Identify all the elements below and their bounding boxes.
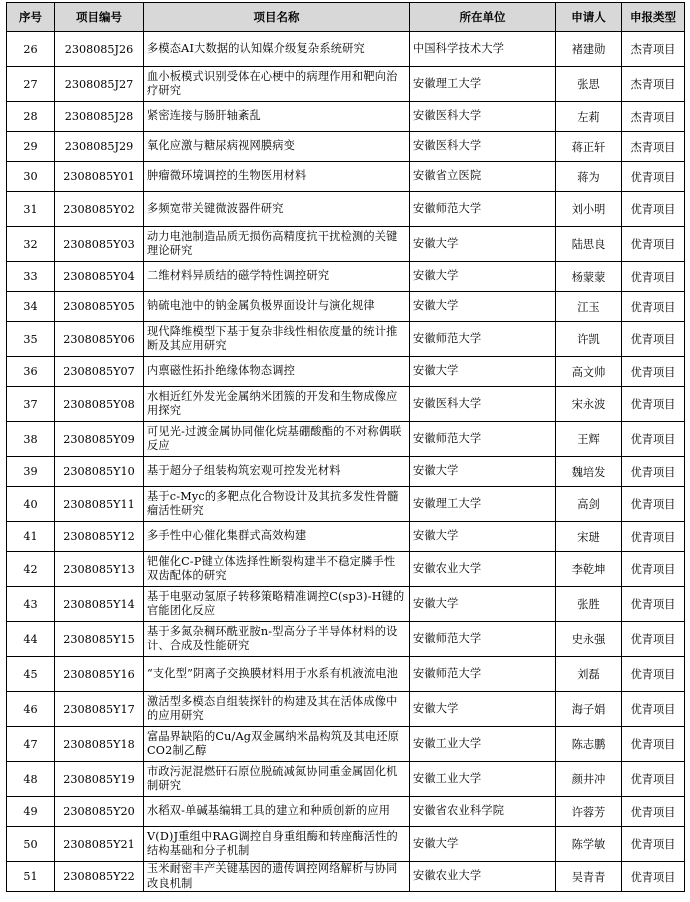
cell-type: 杰青项目 — [622, 132, 685, 162]
cell-unit: 安徽省立医院 — [410, 162, 556, 192]
cell-no: 35 — [7, 322, 55, 357]
header-type: 申报类型 — [622, 3, 685, 32]
cell-project-code: 2308085Y17 — [55, 692, 144, 727]
cell-project-name: 氧化应激与糖尿病视网膜病变 — [144, 132, 410, 162]
cell-applicant: 蒋为 — [556, 162, 622, 192]
project-table — [6, 2, 685, 892]
cell-applicant: 高文帅 — [556, 357, 622, 387]
cell-applicant: 许蓉芳 — [556, 797, 622, 827]
cell-type: 优青项目 — [622, 727, 685, 762]
cell-project-code: 2308085Y13 — [55, 552, 144, 587]
cell-project-name: “支化型”阴离子交换膜材料用于水系有机液流电池 — [144, 657, 410, 692]
cell-applicant: 左莉 — [556, 102, 622, 132]
cell-unit: 安徽理工大学 — [410, 67, 556, 102]
table-row — [7, 227, 685, 262]
table-row — [7, 727, 685, 762]
cell-project-name: 基于多氮杂稠环酰亚胺n-型高分子半导体材料的设计、合成及性能研究 — [144, 622, 410, 657]
cell-type: 优青项目 — [622, 262, 685, 292]
cell-unit: 安徽理工大学 — [410, 487, 556, 522]
cell-applicant: 陈学敏 — [556, 827, 622, 862]
cell-applicant: 张思 — [556, 67, 622, 102]
cell-project-name: 富晶界缺陷的Cu/Ag双金属纳米晶构筑及其电还原CO2制乙醇 — [144, 727, 410, 762]
cell-applicant: 江玉 — [556, 292, 622, 322]
cell-unit: 安徽大学 — [410, 522, 556, 552]
table-row — [7, 862, 685, 892]
cell-unit: 安徽师范大学 — [410, 192, 556, 227]
cell-no: 46 — [7, 692, 55, 727]
cell-project-code: 2308085Y21 — [55, 827, 144, 862]
cell-unit: 安徽大学 — [410, 292, 556, 322]
cell-applicant: 刘小明 — [556, 192, 622, 227]
cell-unit: 安徽农业大学 — [410, 552, 556, 587]
cell-applicant: 张胜 — [556, 587, 622, 622]
cell-unit: 安徽工业大学 — [410, 762, 556, 797]
cell-project-code: 2308085Y07 — [55, 357, 144, 387]
header-applicant: 申请人 — [556, 3, 622, 32]
cell-type: 优青项目 — [622, 227, 685, 262]
cell-project-name: 水稻双-单碱基编辑工具的建立和种质创新的应用 — [144, 797, 410, 827]
cell-type: 优青项目 — [622, 827, 685, 862]
table-row — [7, 262, 685, 292]
cell-no: 39 — [7, 457, 55, 487]
table-row — [7, 422, 685, 457]
table-row — [7, 657, 685, 692]
cell-project-name: 基于超分子组装构筑宏观可控发光材料 — [144, 457, 410, 487]
cell-project-code: 2308085J27 — [55, 67, 144, 102]
cell-unit: 安徽师范大学 — [410, 622, 556, 657]
header-name: 项目名称 — [144, 3, 410, 32]
cell-project-code: 2308085Y03 — [55, 227, 144, 262]
cell-project-code: 2308085Y22 — [55, 862, 144, 892]
table-row — [7, 322, 685, 357]
cell-no: 47 — [7, 727, 55, 762]
header-row — [7, 3, 685, 32]
table-row — [7, 162, 685, 192]
cell-no: 42 — [7, 552, 55, 587]
cell-no: 36 — [7, 357, 55, 387]
cell-unit: 安徽医科大学 — [410, 102, 556, 132]
cell-applicant: 蒋正轩 — [556, 132, 622, 162]
table-row — [7, 192, 685, 227]
table-row — [7, 132, 685, 162]
cell-project-name: 肿瘤微环境调控的生物医用材料 — [144, 162, 410, 192]
cell-project-name: 内禀磁性拓扑绝缘体物态调控 — [144, 357, 410, 387]
cell-project-code: 2308085Y14 — [55, 587, 144, 622]
cell-project-code: 2308085J28 — [55, 102, 144, 132]
cell-applicant: 宋琎 — [556, 522, 622, 552]
cell-no: 37 — [7, 387, 55, 422]
cell-applicant: 魏培发 — [556, 457, 622, 487]
cell-unit: 安徽大学 — [410, 262, 556, 292]
cell-unit: 安徽省农业科学院 — [410, 797, 556, 827]
cell-project-code: 2308085Y02 — [55, 192, 144, 227]
cell-type: 优青项目 — [622, 862, 685, 892]
cell-project-name: 基于c-Myc的多靶点化合物设计及其抗多发性骨髓瘤活性研究 — [144, 487, 410, 522]
cell-project-code: 2308085J29 — [55, 132, 144, 162]
cell-unit: 安徽师范大学 — [410, 657, 556, 692]
cell-project-code: 2308085Y11 — [55, 487, 144, 522]
cell-applicant: 刘磊 — [556, 657, 622, 692]
cell-no: 29 — [7, 132, 55, 162]
cell-applicant: 李乾坤 — [556, 552, 622, 587]
cell-unit: 安徽大学 — [410, 357, 556, 387]
cell-type: 优青项目 — [622, 522, 685, 552]
cell-unit: 安徽大学 — [410, 827, 556, 862]
cell-project-code: 2308085Y20 — [55, 797, 144, 827]
cell-project-name: 市政污泥混燃矸石原位脱硫减氮协同重金属固化机制研究 — [144, 762, 410, 797]
table-row — [7, 102, 685, 132]
cell-applicant: 陆思良 — [556, 227, 622, 262]
table-row — [7, 692, 685, 727]
cell-type: 优青项目 — [622, 387, 685, 422]
cell-project-code: 2308085Y19 — [55, 762, 144, 797]
cell-no: 26 — [7, 32, 55, 67]
cell-project-code: 2308085Y16 — [55, 657, 144, 692]
cell-applicant: 史永强 — [556, 622, 622, 657]
cell-unit: 安徽大学 — [410, 587, 556, 622]
cell-type: 优青项目 — [622, 487, 685, 522]
cell-no: 30 — [7, 162, 55, 192]
table-row — [7, 797, 685, 827]
table-row — [7, 67, 685, 102]
cell-type: 优青项目 — [622, 457, 685, 487]
cell-applicant: 王辉 — [556, 422, 622, 457]
table-row — [7, 292, 685, 322]
cell-applicant: 吴青青 — [556, 862, 622, 892]
cell-type: 优青项目 — [622, 692, 685, 727]
cell-no: 28 — [7, 102, 55, 132]
cell-no: 31 — [7, 192, 55, 227]
cell-project-code: 2308085Y12 — [55, 522, 144, 552]
cell-no: 44 — [7, 622, 55, 657]
cell-unit: 安徽大学 — [410, 227, 556, 262]
cell-project-name: 动力电池制造品质无损伤高精度抗干扰检测的关键理论研究 — [144, 227, 410, 262]
cell-no: 38 — [7, 422, 55, 457]
cell-type: 杰青项目 — [622, 67, 685, 102]
cell-no: 40 — [7, 487, 55, 522]
cell-type: 优青项目 — [622, 292, 685, 322]
table-body — [7, 32, 685, 892]
header-code: 项目编号 — [55, 3, 144, 32]
cell-type: 优青项目 — [622, 552, 685, 587]
cell-unit: 中国科学技术大学 — [410, 32, 556, 67]
cell-type: 优青项目 — [622, 162, 685, 192]
cell-no: 34 — [7, 292, 55, 322]
cell-project-name: 可见光-过渡金属协同催化烷基硼酸酯的不对称偶联反应 — [144, 422, 410, 457]
cell-project-name: 二维材料异质结的磁学特性调控研究 — [144, 262, 410, 292]
cell-applicant: 陈志鹏 — [556, 727, 622, 762]
cell-unit: 安徽师范大学 — [410, 422, 556, 457]
cell-unit: 安徽师范大学 — [410, 322, 556, 357]
cell-type: 优青项目 — [622, 422, 685, 457]
cell-no: 45 — [7, 657, 55, 692]
cell-no: 32 — [7, 227, 55, 262]
cell-no: 33 — [7, 262, 55, 292]
cell-type: 杰青项目 — [622, 102, 685, 132]
cell-project-name: 基于电驱动氢原子转移策略精准调控C(sp3)-H键的官能团化反应 — [144, 587, 410, 622]
table-row — [7, 622, 685, 657]
cell-project-name: 钯催化C-P键立体选择性断裂构建半不稳定膦手性双齿配体的研究 — [144, 552, 410, 587]
cell-project-code: 2308085Y08 — [55, 387, 144, 422]
cell-no: 49 — [7, 797, 55, 827]
cell-no: 50 — [7, 827, 55, 862]
cell-project-code: 2308085Y01 — [55, 162, 144, 192]
table-row — [7, 357, 685, 387]
table-row — [7, 827, 685, 862]
cell-applicant: 颜井冲 — [556, 762, 622, 797]
cell-applicant: 海子娟 — [556, 692, 622, 727]
cell-project-name: 激活型多模态自组装探针的构建及其在活体成像中的应用研究 — [144, 692, 410, 727]
cell-project-code: 2308085Y05 — [55, 292, 144, 322]
cell-applicant: 许凯 — [556, 322, 622, 357]
cell-no: 51 — [7, 862, 55, 892]
table-row — [7, 32, 685, 67]
cell-applicant: 宋永波 — [556, 387, 622, 422]
cell-type: 优青项目 — [622, 622, 685, 657]
cell-project-code: 2308085Y04 — [55, 262, 144, 292]
cell-type: 优青项目 — [622, 797, 685, 827]
cell-type: 优青项目 — [622, 192, 685, 227]
header-unit: 所在单位 — [410, 3, 556, 32]
cell-no: 27 — [7, 67, 55, 102]
cell-applicant: 褚建勋 — [556, 32, 622, 67]
cell-unit: 安徽工业大学 — [410, 727, 556, 762]
cell-project-code: 2308085Y09 — [55, 422, 144, 457]
cell-unit: 安徽大学 — [410, 457, 556, 487]
cell-type: 优青项目 — [622, 357, 685, 387]
table-row — [7, 487, 685, 522]
cell-applicant: 杨蒙蒙 — [556, 262, 622, 292]
cell-project-name: 血小板模式识别受体在心梗中的病理作用和靶向治疗研究 — [144, 67, 410, 102]
cell-project-name: 多频宽带关键微波器件研究 — [144, 192, 410, 227]
cell-no: 48 — [7, 762, 55, 797]
cell-type: 杰青项目 — [622, 32, 685, 67]
cell-project-code: 2308085J26 — [55, 32, 144, 67]
cell-unit: 安徽医科大学 — [410, 132, 556, 162]
cell-project-name: 多手性中心催化集群式高效构建 — [144, 522, 410, 552]
cell-project-code: 2308085Y18 — [55, 727, 144, 762]
table-row — [7, 387, 685, 422]
cell-applicant: 高剑 — [556, 487, 622, 522]
cell-no: 43 — [7, 587, 55, 622]
cell-project-name: 多模态AI大数据的认知媒介级复杂系统研究 — [144, 32, 410, 67]
cell-unit: 安徽医科大学 — [410, 387, 556, 422]
table-row — [7, 552, 685, 587]
header-no: 序号 — [7, 3, 55, 32]
table-row — [7, 762, 685, 797]
cell-no: 41 — [7, 522, 55, 552]
cell-project-name: 玉米耐密丰产关键基因的遗传调控网络解析与协同改良机制 — [144, 862, 410, 892]
cell-project-name: 现代降维模型下基于复杂非线性相依度量的统计推断及其应用研究 — [144, 322, 410, 357]
cell-project-code: 2308085Y15 — [55, 622, 144, 657]
cell-project-name: 水相近红外发光金属纳米团簇的开发和生物成像应用探究 — [144, 387, 410, 422]
cell-type: 优青项目 — [622, 657, 685, 692]
cell-project-code: 2308085Y06 — [55, 322, 144, 357]
cell-type: 优青项目 — [622, 587, 685, 622]
cell-project-name: 紧密连接与肠肝轴紊乱 — [144, 102, 410, 132]
cell-type: 优青项目 — [622, 762, 685, 797]
cell-type: 优青项目 — [622, 322, 685, 357]
cell-project-name: 钠硫电池中的钠金属负极界面设计与演化规律 — [144, 292, 410, 322]
table-row — [7, 457, 685, 487]
cell-project-code: 2308085Y10 — [55, 457, 144, 487]
table-row — [7, 587, 685, 622]
cell-project-name: V(D)J重组中RAG调控自身重组酶和转座酶活性的结构基础和分子机制 — [144, 827, 410, 862]
cell-unit: 安徽农业大学 — [410, 862, 556, 892]
table-row — [7, 522, 685, 552]
cell-unit: 安徽大学 — [410, 692, 556, 727]
